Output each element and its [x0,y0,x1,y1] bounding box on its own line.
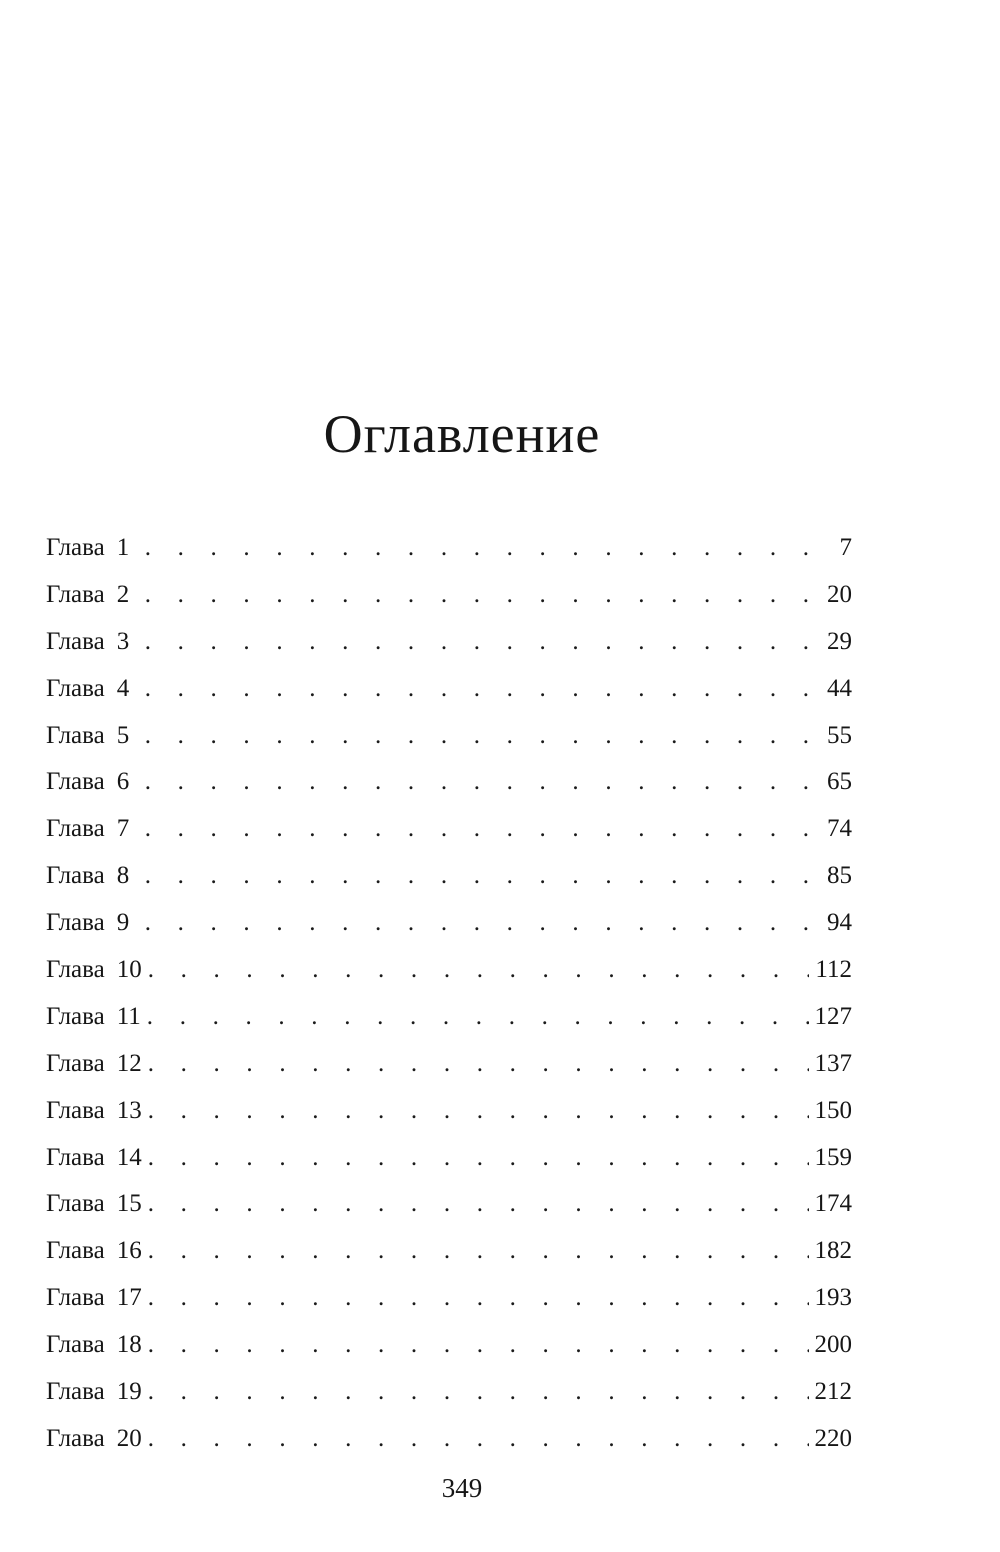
toc-page-number: 182 [814,1237,852,1265]
dot-leader [148,1416,809,1463]
toc-page-number: 55 [827,721,852,749]
toc-entry-chapter-11 [46,994,852,1041]
toc-page-number: 74 [827,815,852,843]
toc-page-number: 112 [815,956,852,984]
chapter-word: Глава [46,627,105,655]
toc-entry-chapter-1 [46,525,852,572]
toc-entry-label [46,619,145,666]
chapter-word: Глава [46,1284,105,1312]
dot-leader [148,1088,809,1135]
chapter-word: Глава [46,674,105,702]
toc-entry-chapter-5 [46,713,852,760]
toc-entry-chapter-2 [46,572,852,619]
dot-leader [145,806,821,853]
chapter-word: Глава [46,768,105,796]
chapter-number: 10 [116,956,142,984]
dot-leader [148,1181,809,1228]
dot-leader [148,1041,809,1088]
chapter-number: 1 [116,534,130,561]
toc-page-number: 159 [814,1143,852,1171]
toc-entry-label [46,1322,148,1369]
toc-entry-chapter-20 [46,1416,852,1463]
chapter-number: 18 [116,1331,142,1359]
toc-entry-label [46,713,145,760]
page-number: 349 [441,1473,483,1503]
toc-entry-chapter-16 [46,1228,852,1275]
dot-leader [148,1322,809,1369]
chapter-word: Глава [46,1424,105,1452]
toc-page-number: 137 [814,1049,852,1077]
dot-leader [145,666,821,713]
chapter-number: 17 [116,1284,142,1312]
dot-leader [145,900,821,947]
chapter-number: 2 [116,580,130,608]
chapter-number: 4 [116,674,130,702]
dot-leader [145,713,821,760]
toc-entry-chapter-15 [46,1181,852,1228]
toc-page-number: 200 [814,1331,852,1359]
toc-entry-label [46,947,148,994]
toc-page-number: 150 [814,1096,852,1124]
toc-entry-chapter-13 [46,1088,852,1135]
toc-entry-chapter-9 [46,900,852,947]
toc-entry-chapter-17 [46,1275,852,1322]
toc-entry-label [46,806,145,853]
toc-page-number: 20 [827,580,852,608]
chapter-number: 12 [116,1049,142,1077]
toc-entry-label [46,1416,148,1463]
toc-page-number: 65 [827,768,852,796]
toc-page-number: 127 [814,1002,852,1030]
toc-entry-chapter-18 [46,1322,852,1369]
toc-entry-chapter-7 [46,806,852,853]
toc-entry-label [46,666,145,713]
toc-entry-label [46,1369,148,1416]
chapter-word: Глава [46,580,105,608]
chapter-number: 7 [116,815,130,843]
dot-leader [148,947,810,994]
toc-page-number: 220 [814,1424,852,1452]
chapter-word: Глава [46,1237,105,1265]
chapter-number: 14 [116,1143,142,1171]
toc-entry-label [46,759,145,806]
dot-leader [148,1275,809,1322]
toc-entry-label [46,1228,148,1275]
dot-leader [148,1369,809,1416]
toc-page-number: 174 [814,1190,852,1218]
chapter-number: 3 [116,627,130,655]
dot-leader [145,572,821,619]
toc-entry-chapter-19 [46,1369,852,1416]
toc-page-number: 94 [827,909,852,937]
chapter-number: 16 [116,1237,142,1265]
toc-page-number: 212 [814,1378,852,1406]
chapter-number: 5 [116,721,130,749]
chapter-word: Глава [46,534,105,561]
toc-entry-label [46,572,145,619]
dot-leader [145,525,834,572]
toc-entry-chapter-12 [46,1041,852,1088]
chapter-word: Глава [46,956,105,984]
toc-entry-chapter-14 [46,1135,852,1182]
chapter-word: Глава [46,1143,105,1171]
toc-entry-label [46,1088,148,1135]
chapter-number: 15 [116,1190,142,1218]
table-of-contents [46,525,852,1463]
dot-leader [147,994,809,1041]
chapter-number: 20 [116,1424,142,1452]
toc-entry-chapter-3 [46,619,852,666]
toc-page-number: 44 [827,674,852,702]
dot-leader [148,1135,809,1182]
toc-entry-chapter-4 [46,666,852,713]
chapter-number: 13 [116,1096,142,1124]
dot-leader [145,853,821,900]
toc-entry-label [46,1041,148,1088]
chapter-word: Глава [46,815,105,843]
chapter-word: Глава [46,862,105,890]
toc-entry-label [46,1275,148,1322]
toc-page-number: 85 [827,862,852,890]
page-title: Оглавление [323,404,601,464]
chapter-word: Глава [46,1190,105,1218]
dot-leader [145,759,821,806]
toc-entry-label [46,1135,148,1182]
chapter-word: Глава [46,1331,105,1359]
chapter-number: 9 [116,909,130,937]
toc-entry-label [46,853,145,900]
toc-entry-label [46,994,147,1041]
chapter-word: Глава [46,1002,105,1030]
chapter-word: Глава [46,1378,105,1406]
chapter-number: 11 [116,1002,141,1030]
dot-leader [148,1228,809,1275]
chapter-number: 8 [116,862,130,890]
toc-page-number: 193 [814,1284,852,1312]
toc-entry-chapter-10 [46,947,852,994]
toc-entry-label [46,1181,148,1228]
chapter-word: Глава [46,1049,105,1077]
chapter-word: Глава [46,721,105,749]
toc-page-number: 7 [839,534,852,561]
chapter-number: 6 [116,768,130,796]
toc-entry-chapter-6 [46,759,852,806]
dot-leader [145,619,821,666]
chapter-number: 19 [116,1378,142,1406]
toc-entry-label [46,900,145,947]
chapter-word: Глава [46,1096,105,1124]
toc-entry-label [46,525,145,572]
toc-page-number: 29 [827,627,852,655]
toc-entry-chapter-8 [46,853,852,900]
chapter-word: Глава [46,909,105,937]
